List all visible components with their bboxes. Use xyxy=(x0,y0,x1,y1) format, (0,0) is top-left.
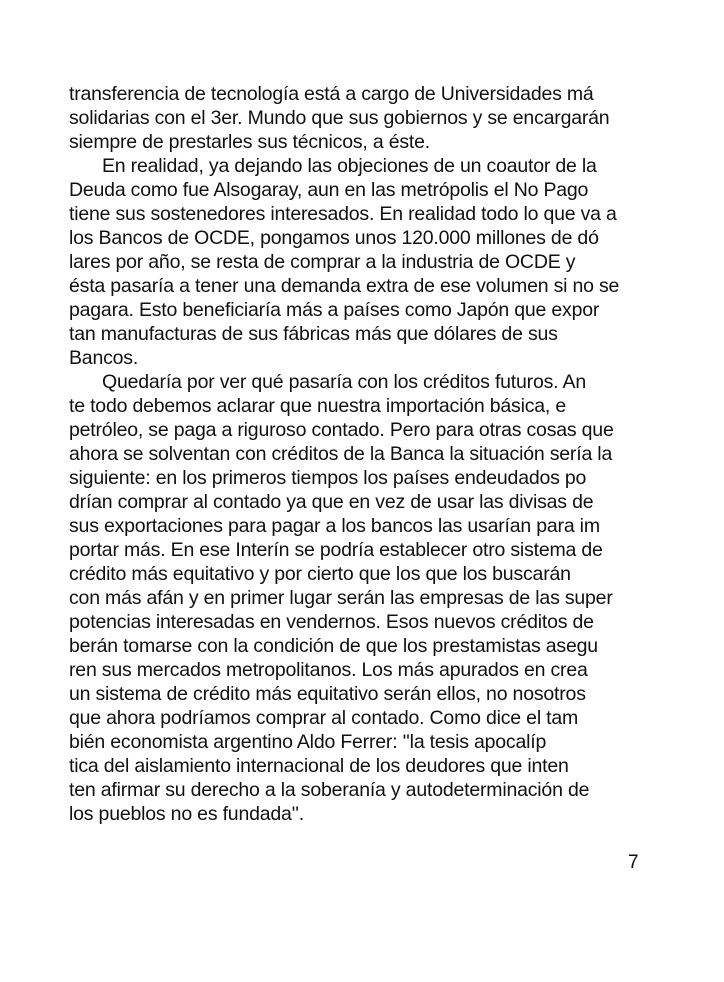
text-line: Quedaría por ver qué pasaría con los créditos futuros. An xyxy=(102,371,586,393)
body-text xyxy=(69,82,724,826)
text-line: siguiente: en los primeros tiempos los países endeudados po xyxy=(69,467,587,489)
text-line: En realidad, ya dejando las objeciones de un coautor de la xyxy=(102,155,597,177)
text-line: drían comprar al contado ya que en vez de usar las divisas de xyxy=(69,491,594,513)
text-line: un sistema de crédito más equitativo serán ellos, no nosotros xyxy=(69,683,586,705)
text-line: pagara. Esto beneficiaría más a países como Japón que expor xyxy=(69,299,600,321)
text-line: que ahora podríamos comprar al contado. Como dice el tam xyxy=(69,707,579,729)
text-line: tiene sus sostenedores interesados. En realidad todo lo que va a xyxy=(69,203,617,225)
text-line: los Bancos de OCDE, pongamos unos 120.000 millones de dó xyxy=(69,227,599,249)
text-line: solidarias con el 3er. Mundo que sus gobiernos y se encargarán xyxy=(69,107,610,129)
text-line: lares por año, se resta de comprar a la industria de OCDE y xyxy=(69,251,576,273)
page-number: 7 xyxy=(628,852,639,873)
text-line: los pueblos no es fundada''. xyxy=(69,803,304,825)
text-line: Bancos. xyxy=(69,347,139,369)
text-line: tica del aislamiento internacional de los deudores que inten xyxy=(69,755,569,777)
text-line: ésta pasaría a tener una demanda extra de ese volumen si no se xyxy=(69,275,620,297)
text-line: bién economista argentino Aldo Ferrer: ''la tesis apocalíp xyxy=(69,731,547,753)
text-line: siempre de prestarles sus técnicos, a éste. xyxy=(69,131,430,153)
text-line: sus exportaciones para pagar a los bancos las usarían para im xyxy=(69,515,600,537)
text-line: potencias interesadas en vendernos. Esos nuevos créditos de xyxy=(69,611,594,633)
text-line: ahora se solventan con créditos de la Banca la situación sería la xyxy=(69,443,613,465)
text-line: Deuda como fue Alsogaray, aun en las metrópolis el No Pago xyxy=(69,179,589,201)
text-line: transferencia de tecnología está a cargo de Universidades má xyxy=(69,83,594,105)
text-line: ren sus mercados metropolitanos. Los más apurados en crea xyxy=(69,659,588,681)
text-line: con más afán y en primer lugar serán las empresas de las super xyxy=(69,587,613,609)
text-line: portar más. En ese Interín se podría establecer otro sistema de xyxy=(69,539,603,561)
text-line: te todo debemos aclarar que nuestra importación básica, e xyxy=(69,395,566,417)
text-line: berán tomarse con la condición de que los prestamistas asegu xyxy=(69,635,598,657)
text-line: ten afirmar su derecho a la soberanía y autodeterminación de xyxy=(69,779,590,801)
text-line: tan manufacturas de sus fábricas más que dólares de sus xyxy=(69,323,558,345)
text-line: crédito más equitativo y por cierto que los que los buscarán xyxy=(69,563,571,585)
text-line: petróleo, se paga a riguroso contado. Pero para otras cosas que xyxy=(69,419,614,441)
